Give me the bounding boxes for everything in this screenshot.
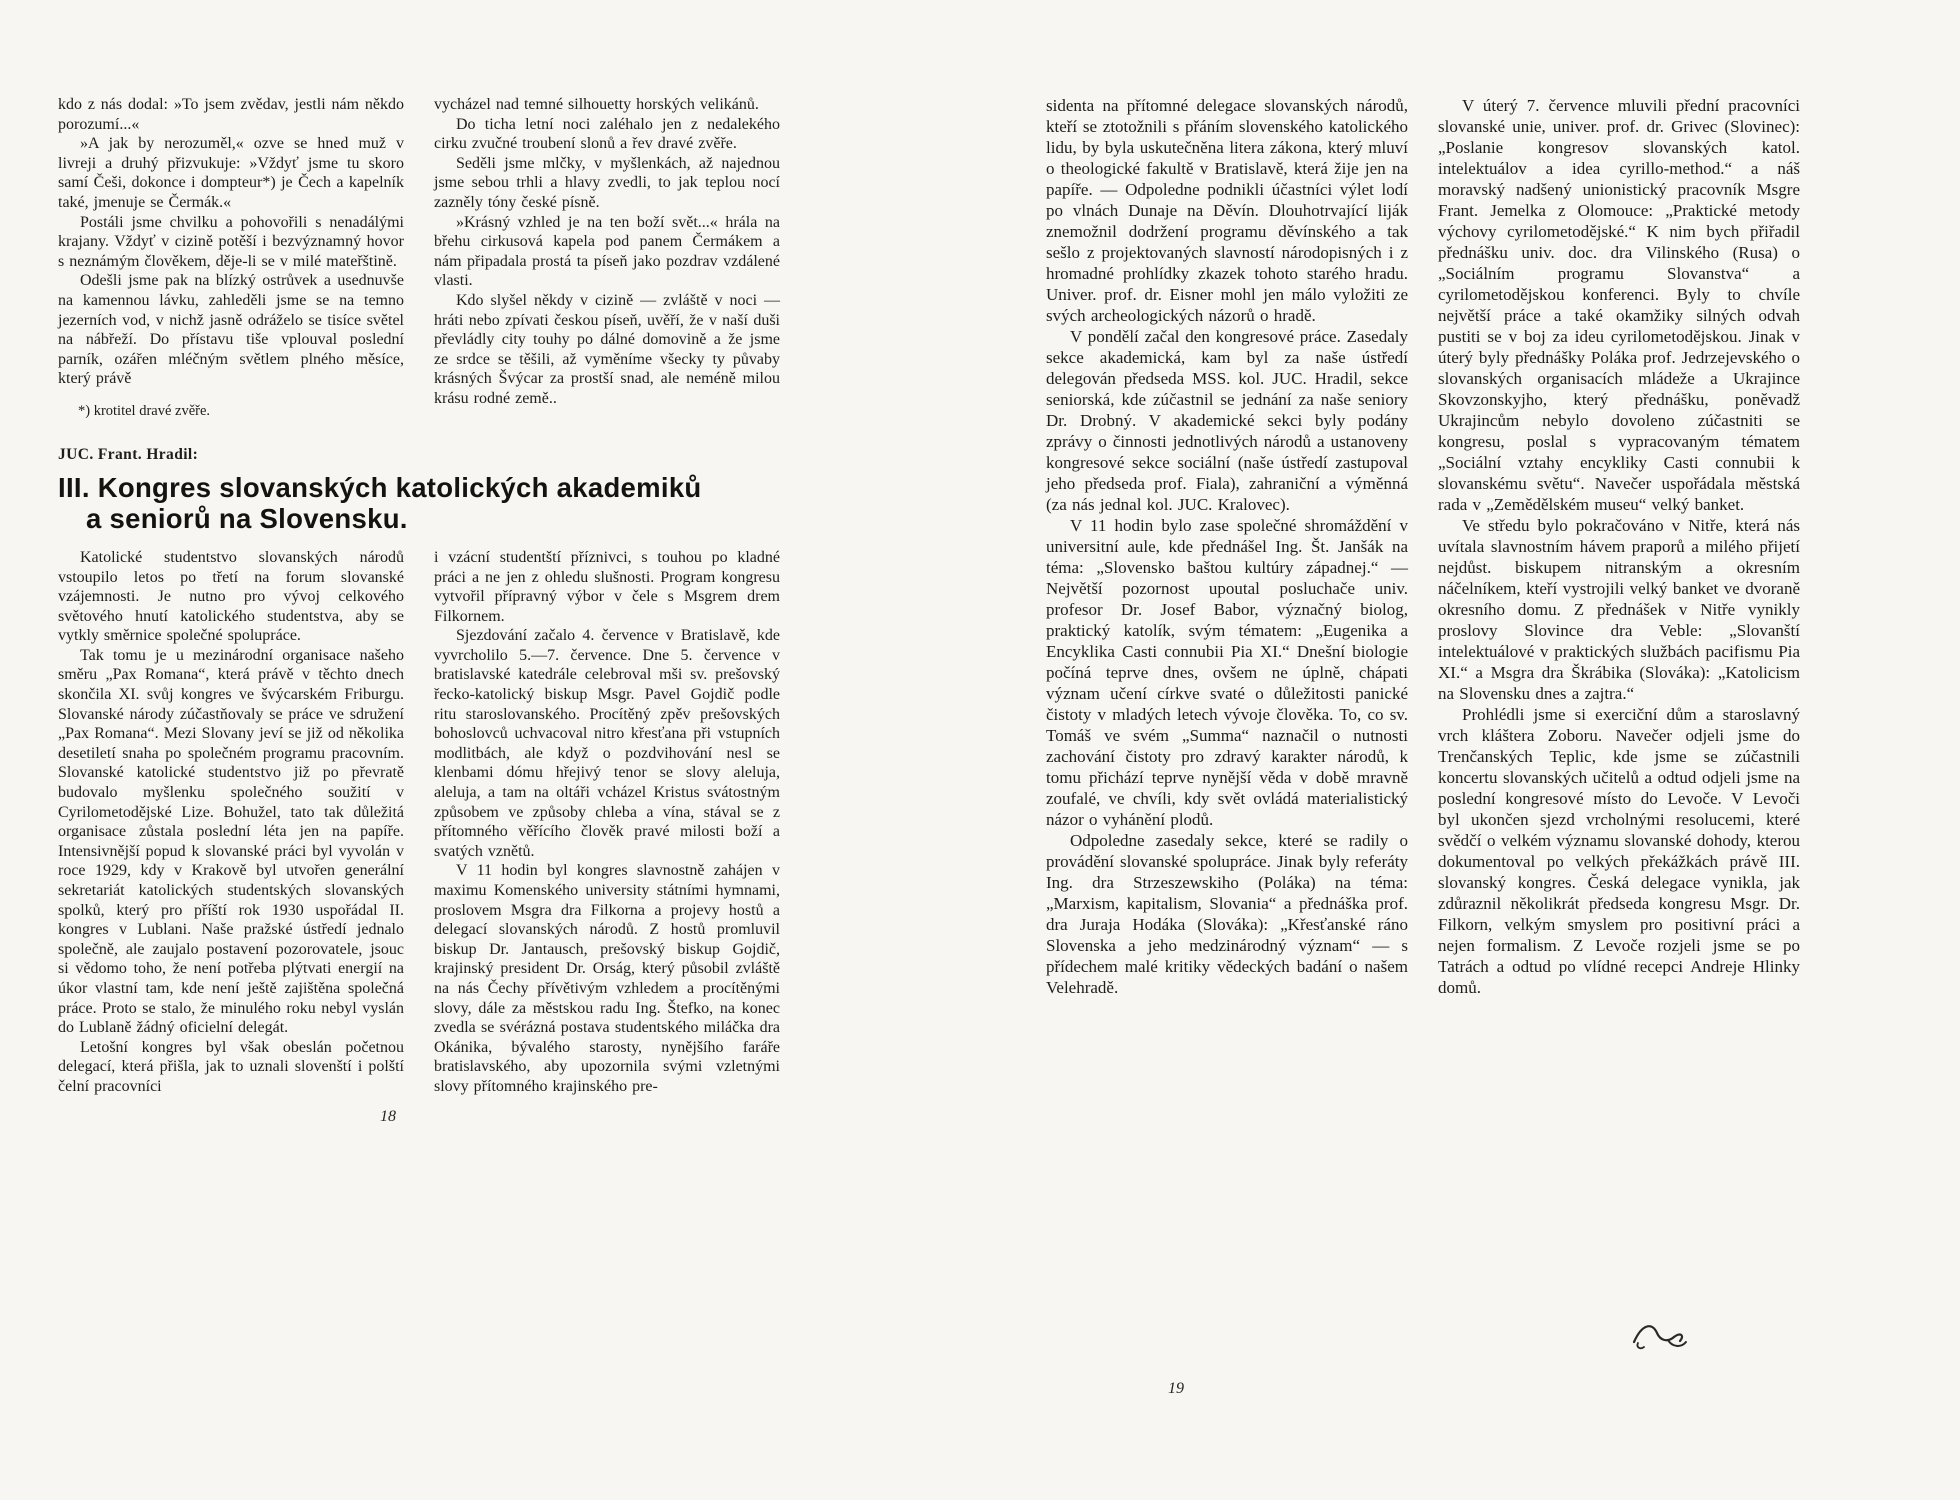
paragraph: Odpoledne zasedaly sekce, které se radily o provádění slovanské spolupráce. Jinak byly referáty Ing. dra Strzeszewskiho (Poláka) na téma: „Marxism, kapitalism, Slovania“ a přednáška prof. dra Juraja Hodáka (Slováka): „Křesťanské ráno Slovenska a jeho medzinárodný význam“ — s přídechem malé kritiky vědeckých badání o našem Velehradě. xyxy=(1046,831,1408,997)
paragraph: V pondělí začal den kongresové práce. Zasedaly sekce akademická, kam byl za naše ústředí delegován předseda MSS. kol. JUC. Hradil, sekce seniorská, kde zúčastnil se jednání za naše seniory Dr. Drobný. V akademické sekci byly podány zprávy o činnosti jednotlivých národů a ustanoveny kongresové sekce sociální (naše ústředí zastupoval jeho předseda prof. Fiala), zahraniční a výměnná (za nás jednal kol. JUC. Kralovec). xyxy=(1046,327,1408,514)
paragraph: »A jak by nerozuměl,« ozve se hned muž v livreji a druhý přizvukuje: »Vždyť jsme tu skoro samí Češi, dokonce i dompteur*) je Čech a kapelník také, jmenuje se Čermák.« xyxy=(58,135,404,211)
paragraph: Kdo slyšel někdy v cizině — zvláště v noci — hráti nebo zpívati českou píseň, uvěří, že v naší duši převládly city touhy po dálné domovině a že jsme ze srdce se těšili, až vyměníme všecky ty půvaby krásných Švýcar za prostší snad, ale neméně milou krásu rodné země.. xyxy=(434,291,780,407)
article-column-2 xyxy=(434,548,780,1097)
author-byline: JUC. Frant. Hradil: xyxy=(58,445,199,463)
paragraph: Ve středu bylo pokračováno v Nitře, která nás uvítala slavnostním hávem praporů a milého přijetí nejdůst. biskupem nitranským a okresním náčelníkem, kteří vystrojili velký banket ve dvoraně okresního domu. Z přednášek v Nitře vynikly proslovy Slovince dra Veble: „Slovanští intelektuálové v praktických službách pacifismu Pia XI.“ a Msgra dra Škrábika (Slováka): „Katolicism na Slovensku dnes a zajtra.“ xyxy=(1438,516,1800,703)
paragraph: V 11 hodin byl kongres slavnostně zahájen v maximu Komenského university státními hymnami, proslovem Msgra dra Filkorna a projevy hostů a delegací slovanských národů. Z hostů promluvil biskup Dr. Jantausch, prešovský biskup Gojdič, krajinský president Dr. Orság, který působil zvláště na nás Čechy přívětivým vzhledem a procítěnými slovy, dále za městskou radu Ing. Štefko, na konec zvedla se svérázná postava studentského miláčka dra Okánika, bývalého starosty, nynějšího faráře bratislavského, aby upozornila svými vzletnými slovy přítomného krajinského pre- xyxy=(434,862,780,1095)
page-number-right: 19 xyxy=(1168,1380,1184,1397)
right-page-body xyxy=(1046,95,1800,998)
paragraph: Do ticha letní noci zaléhalo jen z nedalekého cirku zvučné troubení slonů a řev dravé zvěře. xyxy=(434,115,780,153)
intro-column-1 xyxy=(58,95,404,420)
intro-column-2 xyxy=(434,95,780,409)
right-column-2 xyxy=(1438,95,1800,998)
paragraph: Sjezdování začalo 4. července v Bratislavě, kde vyvrcholilo 5.—7. července. Dne 5. července v bratislavské katedrále celebroval mši sv. prešovský řecko-katolický biskup Msgr. Pavel Gojdič podle ritu staroslovanského. Procítěný zpěv prešovských bohoslovců uchvacoval nitro křesťana při vstupních modlitbách, ale když o pozdvihování nesl se klenbami dómu hřejivý tenor se slovy aleluja, aleluja, a tam na oltáři vcházel Kristus svátostným způsobem ve způsoby chleba a vína, stával se z přítomného věřícího člověk pravé milosti boží a svatých vznětů. xyxy=(434,627,780,860)
paragraph: Katolické studentstvo slovanských národů vstoupilo letos po třetí na forum slovanské vzájemnosti. Je nutno pro vývoj celkového světového hnutí katolického studentstva, aby se vytkly směrnice společné spolupráce. xyxy=(58,548,404,645)
right-page xyxy=(1046,95,1800,998)
paragraph: Postáli jsme chvilku a pohovořili s nenadálými krajany. Vždyť v cizině potěší i bezvýznamný hovor s neznámým člověkem, děje-li se v milé mateřštině. xyxy=(58,213,404,270)
paragraph: Tak tomu je u mezinárodní organisace našeho směru „Pax Romana“, která právě v těchto dnech skončila XI. svůj kongres ve švýcarském Friburgu. Slovanské národy zúčastňovaly se práce ve sdružení „Pax Romana“. Mezi Slovany jeví se již od několika desetiletí snaha po společném programu pracovním. Slovanské katolické studentstvo již po převratě budovalo myšlenku společného soužití v Cyrilometodějské Lize. Bohužel, tato tak důležitá organisace zůstala poslední léta jen na papíře. Intensivnější popud k slovanské práci byl vyvolán v roce 1929, kdy v Krakově byl utvořen generální sekretariát katolických studentských slovanských spolků, který pro příští rok 1930 uspořádal II. kongres v Lublani. Naše pražské ústředí jednalo společně, ale zaujalo postavení pozorovatele, jsouc si vědomo toho, že není potřeba plýtvati energií na úkor vlastní tam, kde není ještě zajištěna společná práce. Proto se stalo, že minulého roku nebyl vyslán do Lublaně žádný oficielní delegát. xyxy=(58,646,404,1037)
paragraph: sidenta na přítomné delegace slovanských národů, kteří se ztotožnili s přáním slovenského katolického lidu, by byla uskutečněna litera zákona, který mluví o theologické fakultě v Bratislavě, která žije jen na papíře. — Odpoledne podnikli účastníci výlet lodí po vlnách Dunaje na Děvín. Dlouhotrvající liják znemožnil dodržení programu děvínského a tak sešlo z projektovaných slavností národopisných i z hromadné prohlídky zkazek tohoto starého hradu. Univer. prof. dr. Eisner mohl jen málo vyložiti ze svých archeologických názorů o hradě. xyxy=(1046,96,1408,325)
page-number-left: 18 xyxy=(380,1108,396,1125)
paragraph: vycházel nad temné silhouetty horských velikánů. xyxy=(434,96,759,113)
paragraph: Odešli jsme pak na blízký ostrůvek a usednuvše na kamennou lávku, zahleděli jsme se na temno jezerních vod, v nichž jasně odráželo se tisíce světel na nábřeží. Do přístavu tiše vplouval poslední parník, ozářen mléčným světlem plného měsíce, který právě xyxy=(58,272,404,388)
left-page xyxy=(58,95,780,1097)
paragraph: V úterý 7. července mluvili přední pracovníci slovanské unie, univer. prof. dr. Grivec (Slovinec): „Poslanie kongresov slovanských katol. intelektuálov a idea cyrillo-method.“ a náš moravský nadšený unionistický pracovník Msgre Frant. Jemelka z Olomouce: „Praktické metody výchovy cyrilometodějské.“ K nim bych přiřadil přednášku univ. doc. dra Vilinského (Rusa) o „Sociálním programu Slovanstva“ a cyrilometodějskou konferenci. Byly to chvíle největší práce a také okamžiky silných odvah pustiti se v boj za ideu cyrilometodějskou. Jinak v úterý byly přednášky Poláka prof. Jedrzejevského o slovanských organisacích mládeže a Ukrajince Skovzonskyjho, který přednášku, poněvadž Ukrajincům nebylo dovoleno zúčastniti se kongresu, poslal s vypracovaným tématem „Sociální vztahy encykliky Casti connubii k slovanskému světu“. Navečer uspořádala městská rada v „Zemědělském museu“ velký banket. xyxy=(1438,96,1800,514)
article-column-1 xyxy=(58,548,404,1097)
intro-section xyxy=(58,95,780,420)
footnote: *) krotitel dravé zvěře. xyxy=(78,402,211,419)
paragraph: Seděli jsme mlčky, v myšlenkách, až najednou jsme sebou trhli a hlavy zvedli, to jak teplou nocí zazněly tóny české písně. xyxy=(434,154,780,211)
end-ornament-icon xyxy=(1628,1312,1692,1356)
paragraph: Letošní kongres byl však obeslán početnou delegací, která přišla, jak to uznali slovenští i polští čelní pracovníci xyxy=(58,1038,404,1095)
paragraph: V 11 hodin bylo zase společné shromáždění v universitní aule, kde přednášel Ing. Št. Janšák na téma: „Slovensko baštou kultúry západnej.“ — Největší pozornost upoutal posluchače univ. profesor Dr. Josef Babor, význačný biolog, praktický katolík, svým tématem: „Eugenika a Encyklika Casti connubii Pia XI.“ Dnešní biologie počíná teprve dnes, ovšem ne úplně, chápati význam učení církve svaté o důležitosti panické čistoty v mladých letech vývoje člověka. To, co sv. Tomáš ve svém „Summa“ naznačil o nutnosti zachování čistoty pro zdravý karakter národů, k tomu přichází teprve nynější věda v době mravně zoufalé, ve chvíli, kdy svět ovládá materialistický názor o vyhánění plodů. xyxy=(1046,516,1408,829)
article-body xyxy=(58,548,780,1097)
right-column-1 xyxy=(1046,95,1408,998)
paragraph: i vzácní studentští příznivci, s touhou po kladné práci a ne jen z ohledu slušnosti. Program kongresu vytvořil přípravný výbor v čele s Msgrem drem Filkornem. xyxy=(434,548,780,625)
article-title-line2: a seniorů na Slovensku. xyxy=(86,502,408,534)
article-title xyxy=(58,472,780,534)
paragraph: kdo z nás dodal: »To jsem zvědav, jestli nám někdo porozumí...« xyxy=(58,96,404,133)
paragraph: Prohlédli jsme si exerciční dům a staroslavný vrch kláštera Zoboru. Navečer odjeli jsme do Trenčanských Teplic, kde jsme se zúčastnili koncertu slovanských učitelů a odtud odjeli jsme na poslední kongresové místo do Levoče. V Levoči byl ukončen sjezd vrcholnými resolucemi, které svědčí o velkém významu slovanské dohody, kterou dokumentoval po velkých překážkách právě III. slovanský kongres. Česká delegace vynikla, jak zdůraznil několikrát předseda kongresu Msgr. Dr. Filkorn, velkým smyslem pro positivní práci a nejen formalism. Z Levoče rozjeli jsme se po Tatrách a odtud po vlídné recepci Andreje Hlinky domů. xyxy=(1438,705,1800,997)
article-title-line1: III. Kongres slovanských katolických akademiků xyxy=(58,471,702,503)
paragraph: »Krásný vzhled je na ten boží svět...« hrála na břehu cirkusová kapela pod panem Čermákem a nám připadala prostá ta píseň jako pozdrav vzdálené vlasti. xyxy=(434,213,780,290)
